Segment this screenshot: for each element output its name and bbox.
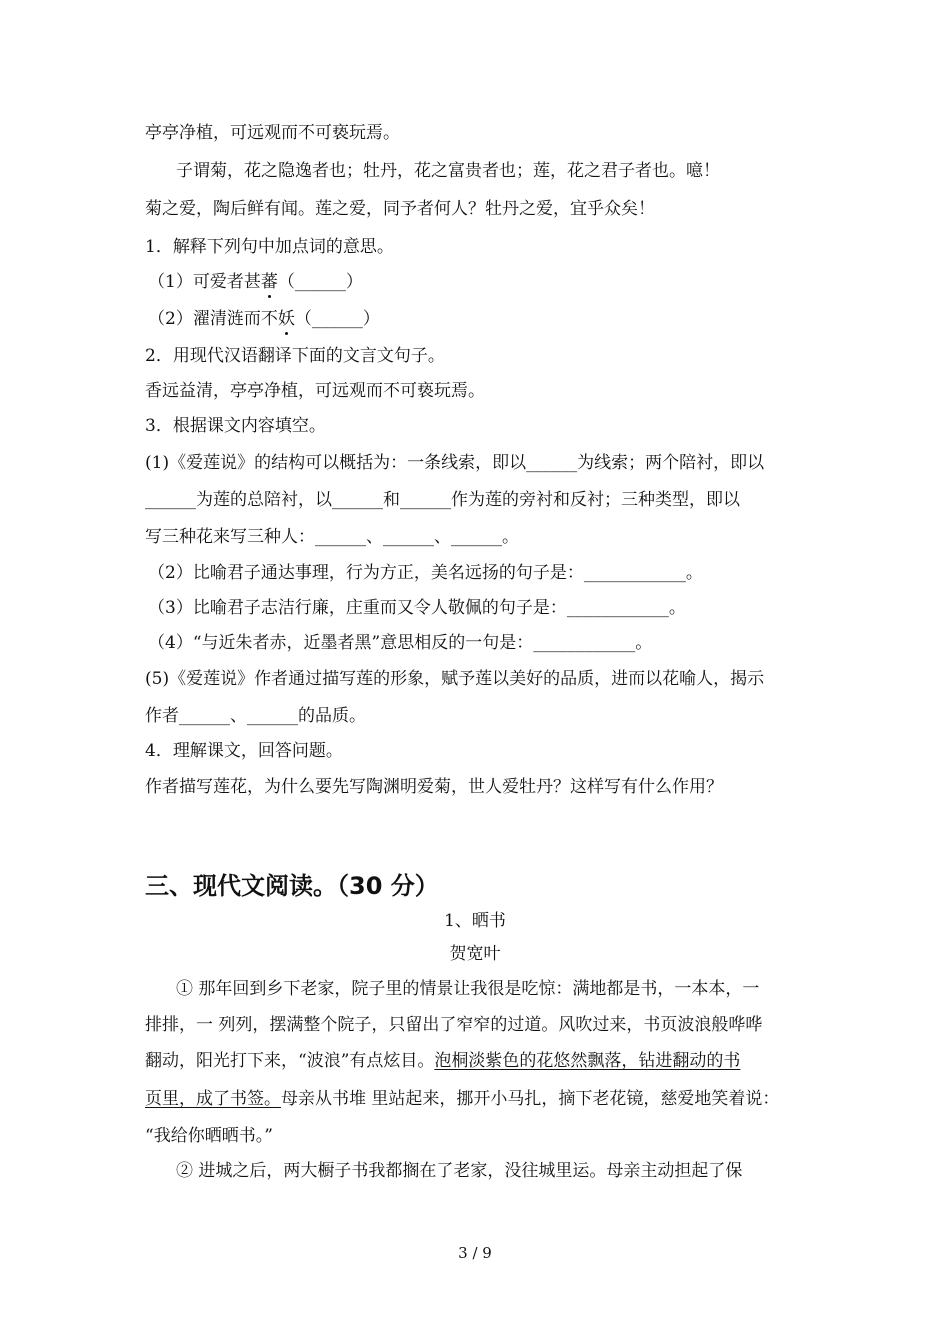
article-paragraph-line [145, 1050, 740, 1072]
page-number: 3 / 9 [458, 1244, 492, 1262]
question-3-item-3: （3）比喻君子志洁行廉，庄重而又令人敬佩的句子是：____________。 [148, 598, 686, 618]
article-paragraph-line: “我给你晒晒书。” [145, 1126, 273, 1146]
article-title: 1、晒书 [444, 911, 506, 931]
question-3-item-1-line: (1)《爱莲说》的结构可以概括为：一条线索，即以______为线索；两个陪衬，即以 [145, 453, 765, 473]
answer-blank: （______） [277, 272, 363, 292]
item-text: （2）濯清涟而不 [148, 309, 278, 329]
answer-blank: （______） [294, 309, 380, 329]
question-3-item-1-line: 写三种花来写三种人：______、______、______。 [145, 527, 519, 547]
item-text: （1）可爱者甚 [148, 272, 261, 292]
question-3-item-2: （2）比喻君子通达事理，行为方正，美名远扬的句子是：____________。 [148, 563, 703, 583]
article-paragraph-line: ① 那年回到乡下老家，院子里的情景让我很是吃惊：满地都是书，一本本，一 [176, 979, 760, 999]
question-3-item-1-line: ______为莲的总陪衬，以______和______作为莲的旁衬和反衬；三种类型，即以 [145, 490, 740, 510]
article-paragraph-line: ② 进城之后，两大橱子书我都搁在了老家，没往城里运。母亲主动担起了保 [176, 1161, 743, 1181]
plain-text: 翻动，阳光打下来，“波浪”有点炫目。 [145, 1051, 435, 1071]
question-3-item-5-line: 作者______、______的品质。 [145, 706, 366, 726]
article-author: 贺宽叶 [449, 944, 501, 964]
question-3-item-4: （4）“与近朱者赤，近墨者黑”意思相反的一句是：____________。 [148, 633, 653, 653]
question-3-item-5-line: (5)《爱莲说》作者通过描写莲的形象，赋予莲以美好的品质，进而以花喻人，揭示 [145, 669, 765, 689]
question-2-sentence: 香远益清，亭亭净植，可远观而不可亵玩焉。 [145, 381, 485, 401]
classical-text-line: 亭亭净植，可远观而不可亵玩焉。 [145, 123, 400, 143]
dotted-word: 蕃 [260, 272, 278, 292]
question-1-title: 1．解释下列句中加点词的意思。 [145, 237, 394, 257]
article-paragraph-line [145, 1088, 779, 1110]
question-4-question: 作者描写莲花，为什么要先写陶渊明爱菊，世人爱牡丹？这样写有什么作用？ [145, 777, 723, 797]
article-paragraph-line: 排排，一 列列，摆满整个院子，只留出了窄窄的过道。风吹过来，书页波浪般哗哗 [145, 1015, 763, 1035]
underlined-sentence: 页里，成了书签。 [145, 1089, 281, 1109]
question-3-title: 3．根据课文内容填空。 [145, 416, 326, 436]
underlined-sentence: 泡桐淡紫色的花悠然飘落，钻进翻动的书 [434, 1051, 741, 1071]
section-heading: 三、现代文阅读。（30 分） [145, 872, 439, 900]
question-2-title: 2．用现代汉语翻译下面的文言文句子。 [145, 346, 445, 366]
classical-text-line: 菊之爱，陶后鲜有闻。莲之爱，同予者何人？牡丹之爱，宜乎众矣！ [145, 199, 655, 219]
plain-text: 母亲从书堆 里站起来，挪开小马扎，摘下老花镜，慈爱地笑着说： [281, 1089, 780, 1109]
dotted-word: 妖 [277, 309, 295, 329]
classical-text-line: 子谓菊，花之隐逸者也；牡丹，花之富贵者也；莲，花之君子者也。噫！ [176, 161, 720, 181]
question-1-item-1 [148, 271, 363, 293]
question-4-title: 4．理解课文，回答问题。 [145, 741, 343, 761]
question-1-item-2 [148, 308, 380, 330]
